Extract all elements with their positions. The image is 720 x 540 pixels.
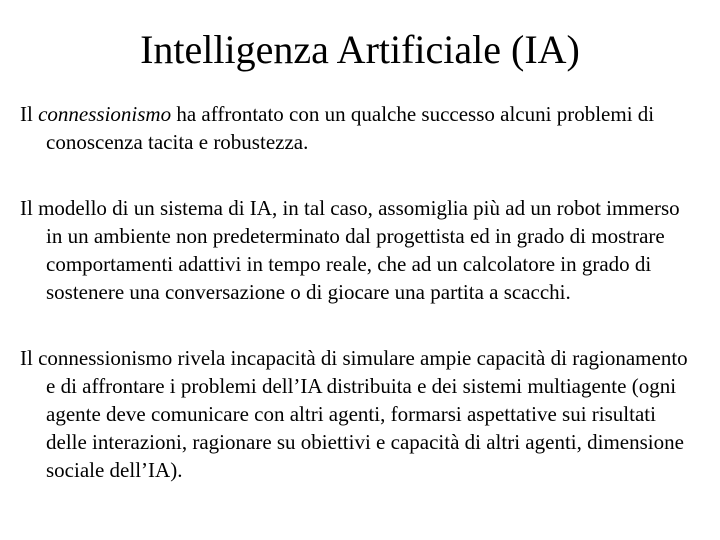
paragraph-connessionismo-successo xyxy=(20,100,700,156)
paragraph-1-rest: ha affrontato con un qualche successo alcuni problemi di conoscenza tacita e robustezza. xyxy=(46,102,655,154)
paragraph-modello-robot: Il modello di un sistema di IA, in tal caso, assomiglia più ad un robot immerso in un ambiente non predeterminato dal progettista ed in grado di mostrare comportamenti adattivi in tempo reale, che ad un calcolatore in grado di sostenere una conversazione o di giocare una partita a scacchi. xyxy=(20,196,680,304)
paragraph-connessionismo-incapacita: Il connessionismo rivela incapacità di simulare ampie capacità di ragionamento e di affrontare i problemi dell’IA distribuita e dei sistemi multiagente (ogni agente deve comunicare con altri agenti, formarsi aspettative sui risultati delle interazioni, ragionare su obiettivi e capacità di altri agenti, dimensione sociale dell’IA). xyxy=(20,346,688,482)
paragraph-1-emphasis: connessionismo xyxy=(38,102,172,126)
paragraph-1-prefix: Il xyxy=(20,102,39,126)
slide-title: Intelligenza Artificiale (IA) xyxy=(140,27,580,72)
slide-body xyxy=(20,100,700,484)
